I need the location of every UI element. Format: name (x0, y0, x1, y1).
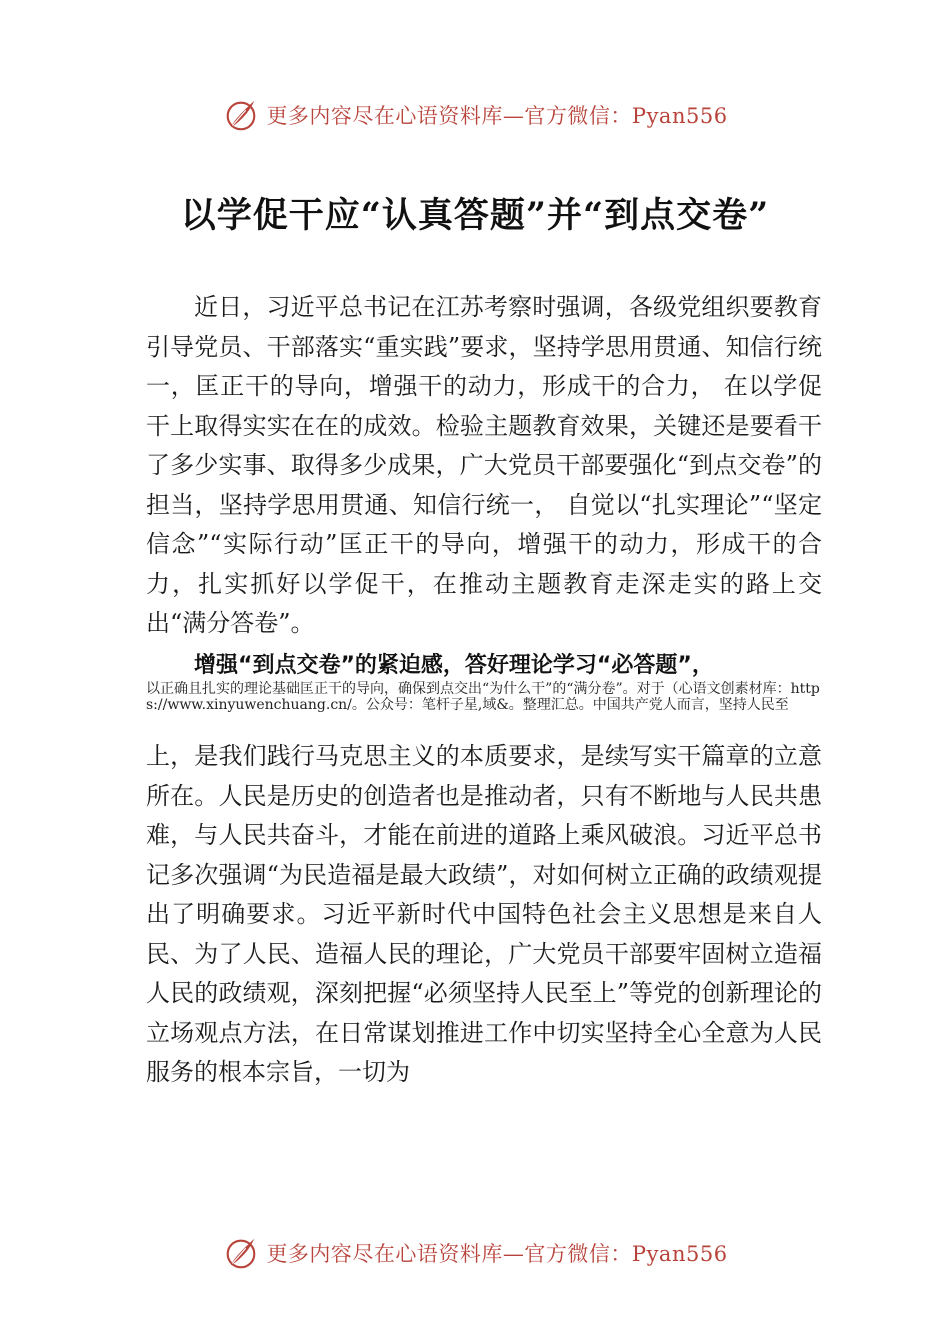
footer-banner-text: 更多内容尽在心语资料库—官方微信：Pyan556 (266, 1242, 728, 1266)
footer-banner (0, 1228, 950, 1278)
section-heading-1: 增强“到点交卷”的紧迫感，答好理论学习“必答题”， (194, 653, 714, 678)
header-banner (0, 90, 950, 140)
quill-pen-logo-icon (222, 1234, 260, 1272)
body-paragraph-1: 近日，习近平总书记在江苏考察时强调，各级党组织要教育引导党员、干部落实“重实践”要求，坚持学思用贯通、知信行统一，匡正干的导向，增强干的动力，形成干的合力， 在以学促干上取得实实在在的成效。检验主题教育效果，关键还是要看干了多少实事、取得多少成果，广大党员干部要强化“到点交卷”的担当，坚持学思用贯通、知信行统一， 自觉以“扎实理论”“坚定信念”“实际行动”匡正干的导向，增强干的动力，形成干的合力，扎实抓好以学促干，在推动主题教育走深走实的路上交出“满分答卷”。 (146, 293, 822, 637)
document-title: 以学促干应“认真答题”并“到点交卷” (180, 195, 770, 236)
inserted-small-note: 以正确且扎实的理论基础匡正干的导向，确保到点交出“为什么干”的“满分卷”。对于（心语文创素材库：https://www.xinyuwenchuang.cn/。公众号：笔杆子星,域&。整理汇总。中国共产党人而言，坚持人民至 (146, 681, 820, 713)
header-banner-text: 更多内容尽在心语资料库—官方微信：Pyan556 (266, 104, 728, 128)
body-paragraph-2: 上，是我们践行马克思主义的本质要求，是续写实干篇章的立意所在。人民是历史的创造者也是推动者，只有不断地与人民共患难，与人民共奋斗，才能在前进的道路上乘风破浪。习近平总书记多次强调“为民造福是最大政绩”，对如何树立正确的政绩观提出了明确要求。习近平新时代中国特色社会主义思想是来自人民、为了人民、造福人民的理论，广大党员干部要牢固树立造福人民的政绩观，深刻把握“必须坚持人民至上”等党的创新理论的立场观点方法，在日常谋划推进工作中切实坚持全心全意为人民服务的根本宗旨，一切为 (146, 742, 822, 1086)
quill-pen-logo-icon (222, 96, 260, 134)
